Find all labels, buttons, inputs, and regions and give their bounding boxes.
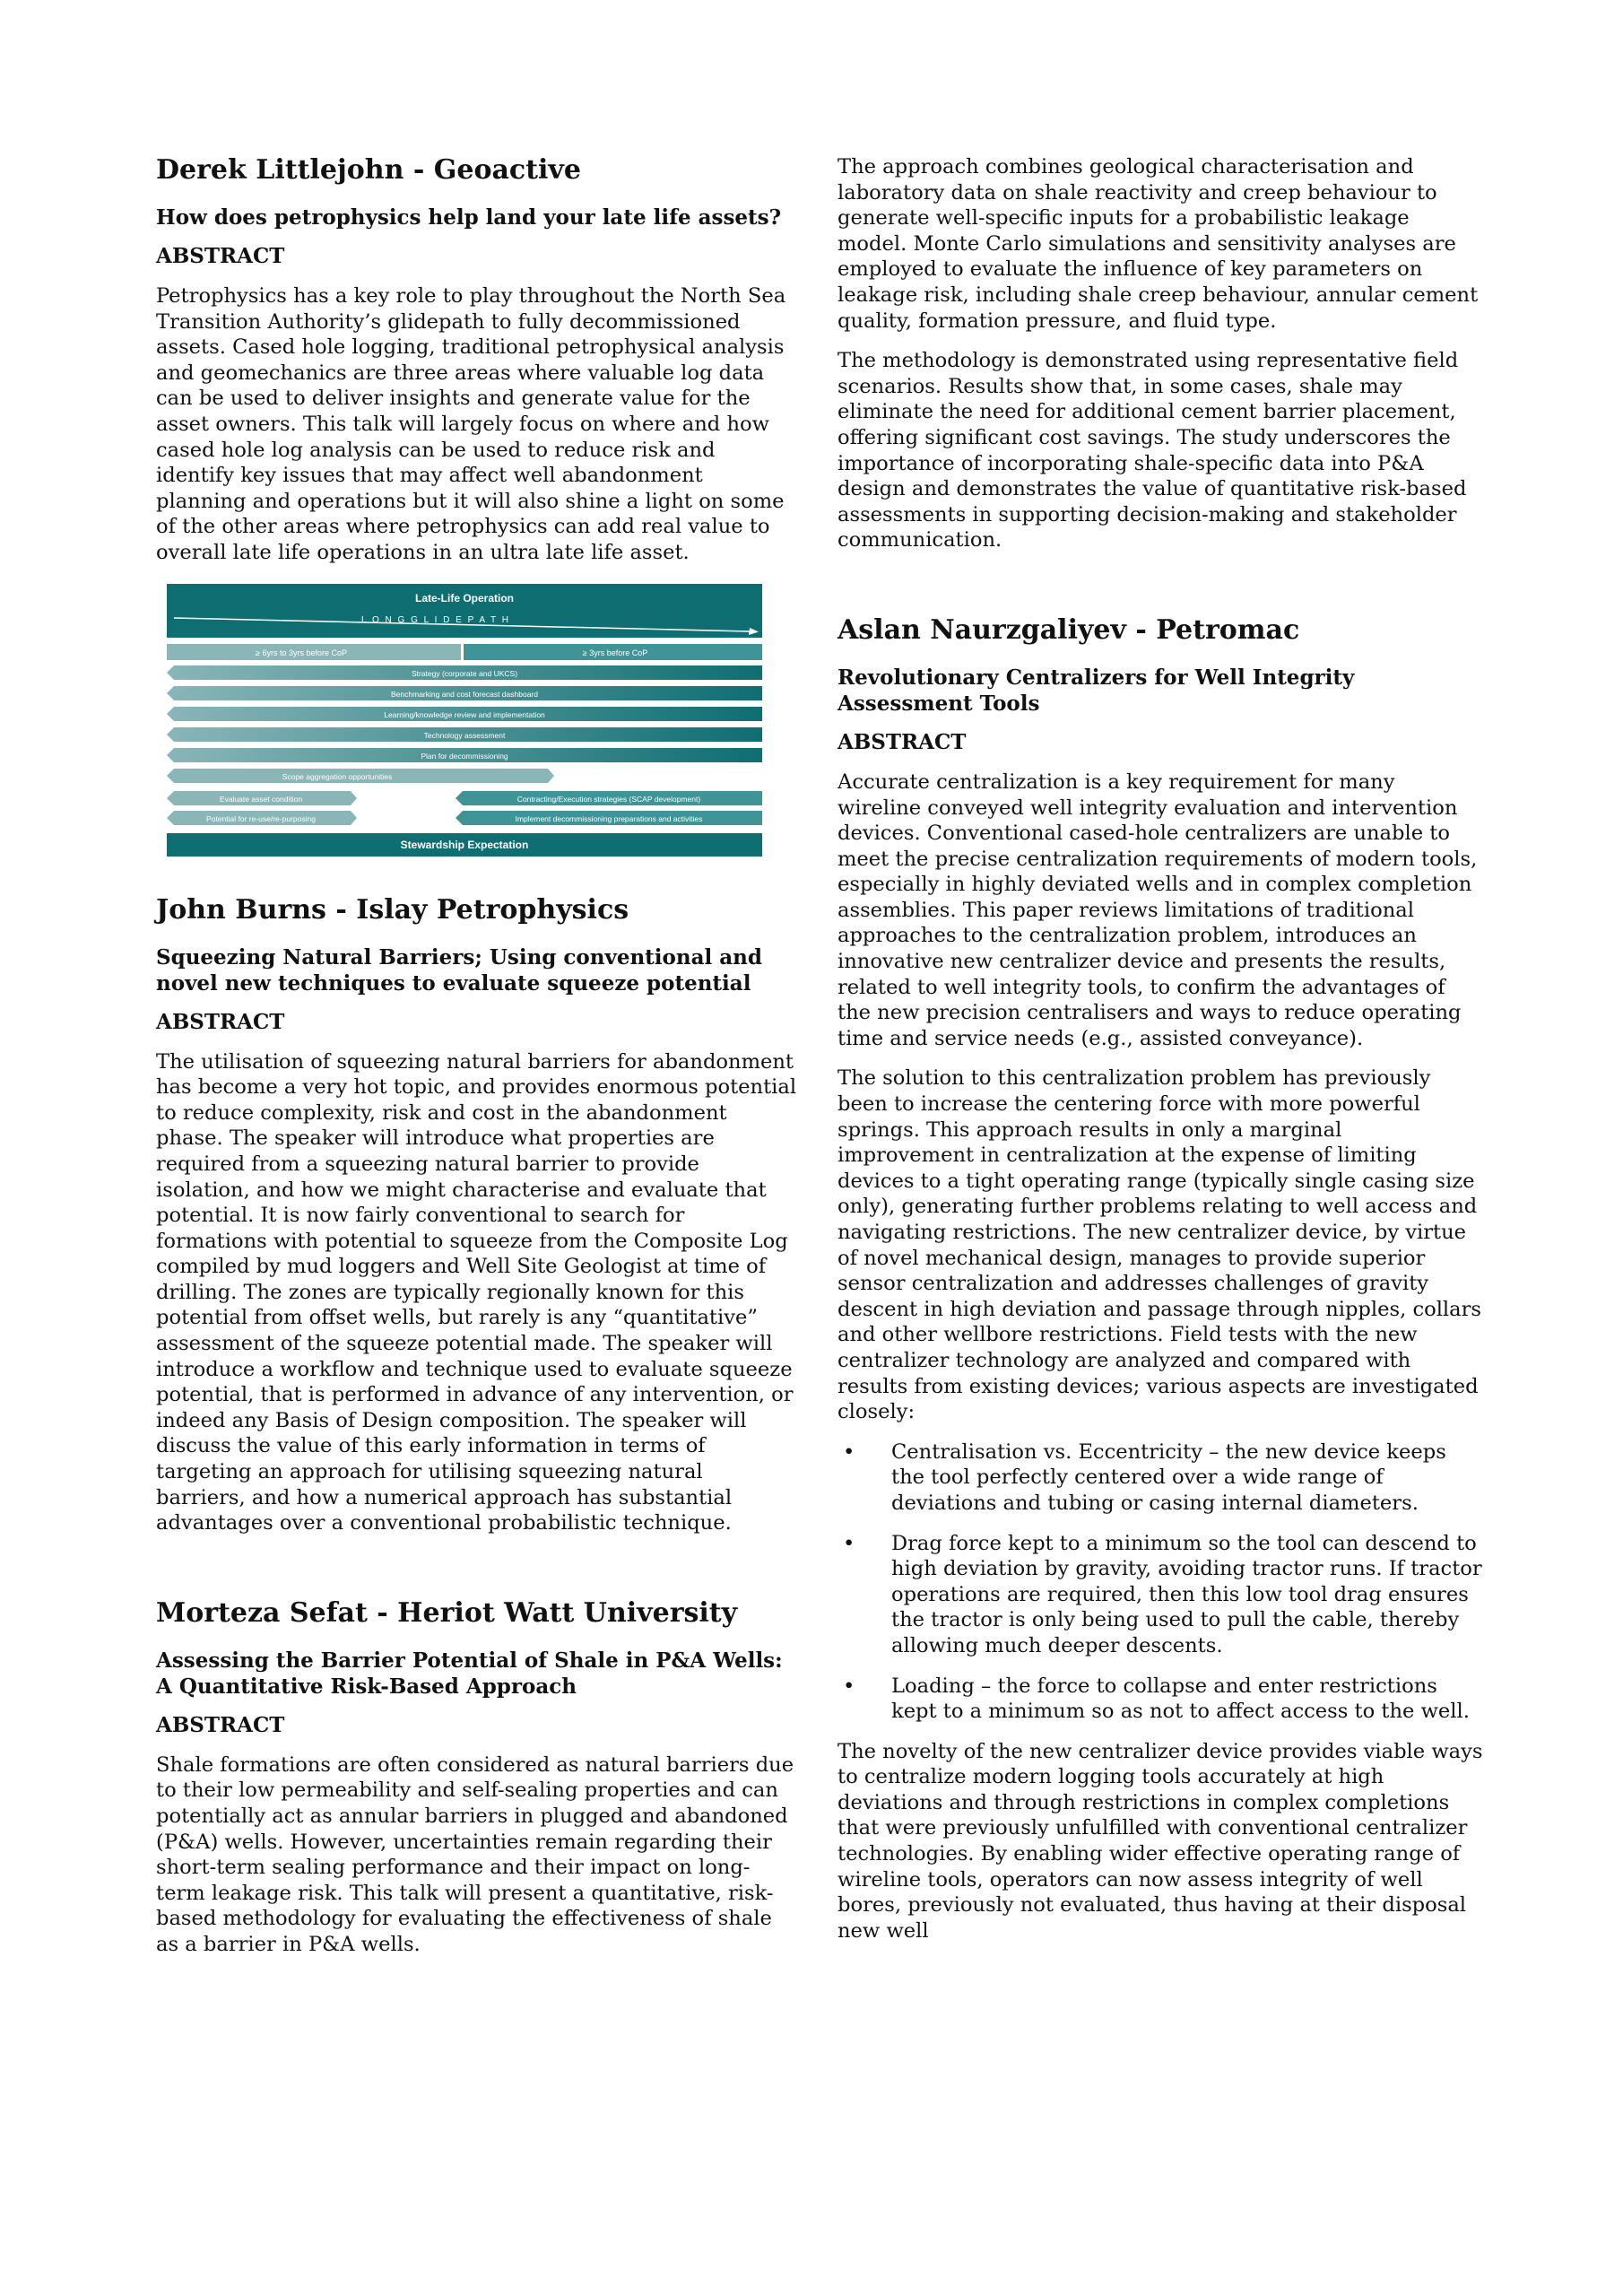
speaker-heading: Derek Littlejohn - Geoactive — [156, 154, 581, 186]
abstract-paragraph: Shale formations are often considered as natural barriers due to their low permeability and self-sealing properties and can potentially act as annular barriers in plugged and abandoned (P&A) wells. However, uncertainties remain regarding their short-term sealing performance and their impact on long-term leakage risk. This talk will present a quantitative, risk-based methodology for evaluating the effectiveness of shale as a barrier in P&A wells. — [156, 1752, 794, 1956]
speaker-heading: John Burns - Islay Petrophysics — [156, 893, 629, 926]
bullet-icon: • — [843, 1674, 855, 1698]
bottom-title: Stewardship Expectation — [400, 838, 529, 851]
left-band-label: ≥ 6yrs to 3yrs before CoP — [256, 648, 347, 657]
talk-title: How does petrophysics help land your late life assets? — [156, 205, 782, 230]
abstract-label: ABSTRACT — [156, 1009, 285, 1034]
section-gap — [156, 1551, 798, 1597]
activity-rows — [167, 665, 762, 783]
list-item — [838, 1674, 1483, 1725]
row-label: Learning/knowledge review and implementation — [384, 709, 545, 719]
talk-title: Assessing the Barrier Potential of Shale in P&A Wells: A Quantitative Risk-Based Approach — [156, 1648, 783, 1699]
right-column — [838, 154, 1483, 1958]
talk-title: Revolutionary Centralizers for Well Integrity Assessment Tools — [838, 665, 1355, 716]
abstract-naurzgaliyev — [838, 614, 1483, 1944]
abstract-sefat-continued — [838, 154, 1483, 553]
abstract-paragraph: The solution to this centralization problem has previously been to increase the centering force with more powerful springs. This approach results in only a marginal improvement in centralization at the expense of limiting devices to a tight operating range (typically single casing size only), generating further problems relating to well access and navigating restrictions. The new centralizer device, by virtue of novel mechanical design, manages to provide superior sensor centralization and addresses challenges of gravity descent in high deviation and passage through nipples, collars and other wellbore restrictions. Field tests with the new centralizer technology are analyzed and compared with results from existing devices; various aspects are investigated closely: — [838, 1066, 1482, 1424]
abstract-label: ABSTRACT — [838, 729, 967, 754]
late-life-glidepath-figure — [167, 584, 762, 858]
bullet-icon: • — [843, 1531, 855, 1555]
abstract-paragraph: The novelty of the new centralizer device provides viable ways to centralize modern logging tools accurately at high deviations and through restrictions in complex completions that were previously unfulfilled with conventional centralizer technologies. By enabling wider effective operating range of wireline tools, operators can now assess integrity of well bores, previously not evaluated, thus having at their disposal new well — [838, 1739, 1483, 1943]
talk-title: Squeezing Natural Barriers; Using conventional and novel new techniques to evaluate squeeze potential — [156, 944, 762, 996]
abstract-sefat — [156, 1597, 798, 1958]
abstract-paragraph: The methodology is demonstrated using representative field scenarios. Results show that, in some cases, shale may eliminate the need for additional cement barrier placement, offering significant cost savings. The study underscores the importance of incorporating shale-specific data into P&A design and demonstrates the value of quantitative risk-based assessments in supporting decision-making and stakeholder communication. — [838, 349, 1467, 552]
top-title: Late-Life Operation — [414, 591, 515, 604]
abstract-paragraph: The utilisation of squeezing natural barriers for abandonment has become a very hot topic, and provides enormous potential to reduce complexity, risk and cost in the abandonment phase. The speaker will introduce what properties are required from a squeezing natural barrier to provide isolation, and how we might characterise and evaluate that potential. It is now fairly conventional to search for formations with potential to squeeze from the Composite Log compiled by mud loggers and Well Site Geologist at time of drilling. The zones are typically regionally known for this potential from offset wells, but rarely is any “quantitative” assessment of the squeeze potential made. The speaker will introduce a workflow and technique used to evaluate squeeze potential, that is performed in advance of any intervention, or indeed any Basis of Design composition. The speaker will discuss the value of this early information in terms of targeting an approach for utilising squeezing natural barriers, and how a numerical approach has substantial advantages over a conventional probabilistic technique. — [156, 1049, 797, 1535]
abstract-burns — [156, 894, 798, 1536]
abstract-paragraph: The approach combines geological characterisation and laboratory data on shale reactivity and creep behaviour to generate well-specific inputs for a probabilistic leakage model. Monte Carlo simulations and sensitivity analyses are employed to evaluate the influence of key parameters on leakage risk, including shale creep behaviour, annular cement quality, formation pressure, and fluid type. — [838, 155, 1479, 333]
left-short-label: Potential for re-use/re-purposing — [206, 813, 316, 823]
right-short-label: Contracting/Execution strategies (SCAP development) — [516, 794, 701, 804]
speaker-heading: Morteza Sefat - Heriot Watt University — [156, 1596, 738, 1629]
left-column — [156, 154, 798, 1972]
bullet-icon: • — [843, 1439, 855, 1464]
section-gap — [838, 568, 1483, 614]
abstract-paragraph: Accurate centralization is a key requirement for many wireline conveyed well integrity evaluation and intervention devices. Conventional cased-hole centralizers are unable to meet the precise centralization requirements of modern tools, especially in highly deviated wells and in complex completion assemblies. This paper reviews limitations of traditional approaches to the centralization problem, introduces an innovative new centralizer device and presents the results, related to well integrity tools, to confirm the advantages of the new precision centralisers and ways to reduce operating time and service needs (e.g., assisted conveyance). — [838, 770, 1478, 1050]
list-item-text: Centralisation vs. Eccentricity – the new device keeps the tool perfectly centered over a wide range of deviations and tubing or casing internal diameters. — [891, 1439, 1446, 1515]
aspects-list — [838, 1439, 1483, 1725]
right-short-label: Implement decommissioning preparations and activities — [515, 813, 703, 823]
abstract-label: ABSTRACT — [156, 1712, 285, 1737]
list-item-text: Loading – the force to collapse and enter restrictions kept to a minimum so as not to affect access to the well. — [891, 1674, 1470, 1724]
row-label: Benchmarking and cost forecast dashboard — [391, 689, 538, 699]
abstract-littlejohn — [156, 154, 798, 566]
abstract-paragraph: Petrophysics has a key role to play throughout the North Sea Transition Authority’s glidepath to fully decommissioned assets. Cased hole logging, traditional petrophysical analysis and geomechanics are three areas where valuable log data can be used to deliver insights and generate value for the asset owners. This talk will largely focus on where and how cased hole log analysis can be used to reduce risk and identify key issues that may affect well abandonment planning and operations but it will also shine a light on some of the other areas where petrophysics can add real value to overall late life operations in an ultra late life asset. — [156, 284, 786, 564]
glidepath-diagram — [167, 584, 762, 858]
row-label: Plan for decommissioning — [421, 751, 508, 761]
speaker-heading: Aslan Naurzgaliyev - Petromac — [838, 613, 1300, 646]
abstract-label: ABSTRACT — [156, 244, 285, 268]
list-item — [838, 1531, 1483, 1659]
row-label: Strategy (corporate and UKCS) — [411, 668, 518, 678]
list-item-text: Drag force kept to a minimum so the tool can descend to high deviation by gravity, avoiding tractor runs. If tractor operations are required, then this low tool drag ensures the tractor is only being used to pull the cable, thereby allowing much deeper descents. — [891, 1531, 1482, 1657]
list-item — [838, 1439, 1483, 1517]
row-label: Technology assessment — [423, 730, 506, 740]
left-short-label: Evaluate asset condition — [219, 794, 303, 804]
row-label: Scope aggregation opportunities — [282, 771, 393, 781]
glidepath-label: L O N G G L I D E P A T H — [361, 614, 510, 625]
right-band-label: ≥ 3yrs before CoP — [582, 648, 648, 657]
